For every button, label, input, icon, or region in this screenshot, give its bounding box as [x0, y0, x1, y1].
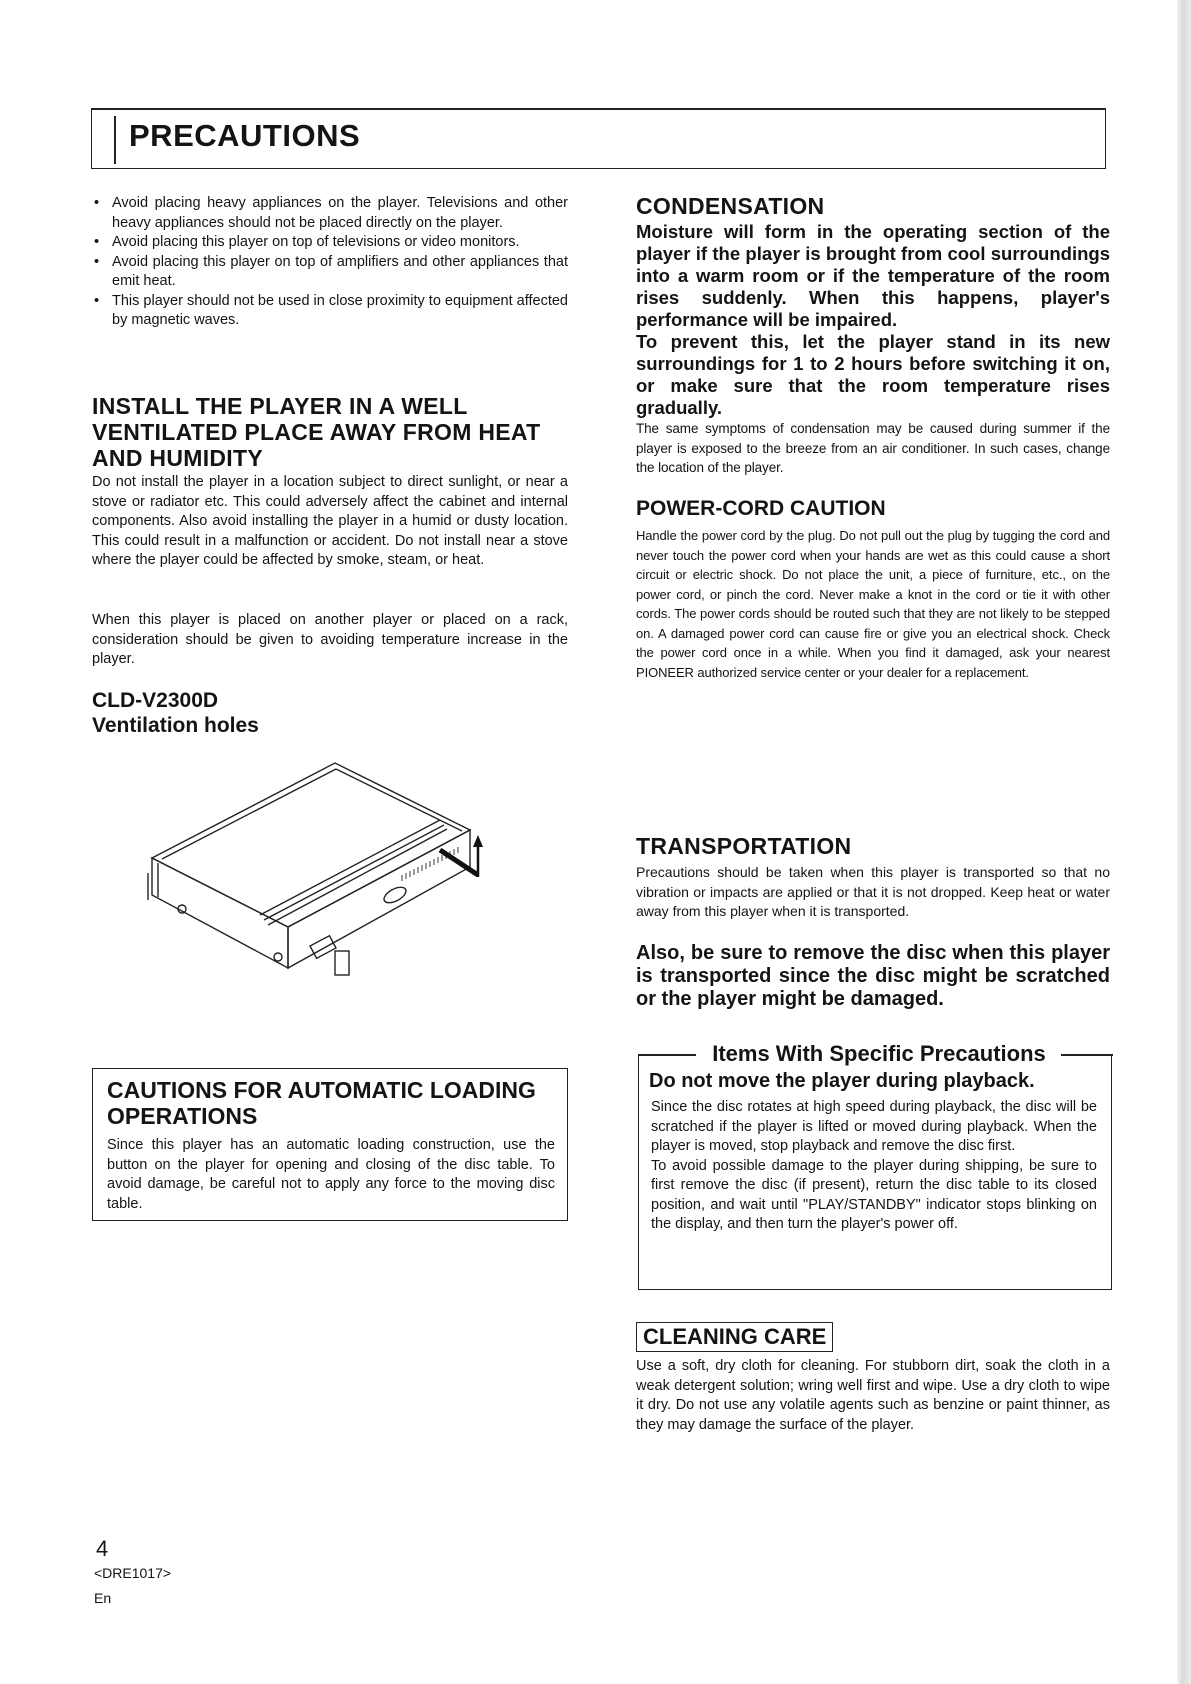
placement-bullet-list: [92, 194, 568, 331]
auto-loading-heading: CAUTIONS FOR AUTOMATIC LOADING OPERATIONS: [107, 1077, 536, 1129]
cleaning-care-heading: CLEANING CARE: [636, 1322, 833, 1352]
bullet-text: Avoid placing this player on top of televisions or video monitors.: [112, 234, 520, 250]
list-item: [92, 292, 568, 331]
specific-precautions-text-1: Since the disc rotates at high speed during playback, the disc will be scratched if the player is lifted or moved during playback. When the player is moved, stop playback and remove the disc first.: [651, 1099, 1097, 1154]
specific-precautions-box: [638, 1041, 1112, 1290]
condensation-warning: Moisture will form in the operating section of the player if the player is brought from cool surroundings into a warm room or if the temperature of the room rises suddenly. When this happens, player's performance will be impaired.: [636, 221, 1110, 330]
document-code: <DRE1017>: [94, 1565, 172, 1581]
specific-precautions-title: Items With Specific Precautions: [712, 1041, 1046, 1066]
list-item: [92, 194, 568, 233]
box-rule-left: [638, 1054, 696, 1056]
condensation-prevention: To prevent this, let the player stand in its new surroundings for 1 to 2 hours before switching it on, or make sure that the room temperature rises gradually.: [636, 331, 1110, 418]
model-name: CLD-V2300D: [92, 689, 219, 712]
specific-precautions-text-2: To avoid possible damage to the player during shipping, be sure to first remove the disc (if present), return the disc table to its closed position, and wait until "PLAY/STANDBY" indicator stops blinking on the display, and then turn the player's power off.: [651, 1157, 1097, 1232]
specific-precautions-text: [651, 1098, 1097, 1235]
bullet-icon: •: [94, 292, 100, 309]
condensation-text: The same symptoms of condensation may be caused during summer if the player is exposed to the breeze from an air conditioner. In such cases, change the location of the player.: [636, 421, 1110, 475]
player-illustration: [140, 755, 540, 1035]
bullet-text: Avoid placing heavy appliances on the player. Televisions and other heavy appliances should not be placed directly on the player.: [112, 195, 568, 231]
power-cord-text: Handle the power cord by the plug. Do not pull out the plug by tugging the cord and never touch the power cord when your hands are wet as this could cause a short circuit or electric shock. Do not place the unit, a piece of furniture, etc., on the power cord, or pinch the cord. Never make a knot in the cord or tie it with other cords. The power cords should be routed such that they are not likely to be stepped on. A damaged power cord can cause fire or give you an electrical shock. Check the power cord once in a while. When you find it damaged, ask your nearest PIONEER authorized service center or your dealer for a replacement.: [636, 528, 1110, 680]
auto-loading-box: [92, 1068, 568, 1221]
title-rule: [114, 116, 116, 164]
auto-loading-text: Since this player has an automatic loading construction, use the button on the player for opening and closing of the disc table. To avoid damage, be careful not to apply any force to the moving disc table.: [107, 1137, 555, 1212]
ventilation-caption: Ventilation holes: [92, 714, 259, 737]
bullet-icon: •: [94, 195, 100, 211]
player-front-face: [152, 858, 288, 968]
transportation-text: Precautions should be taken when this player is transported so that no vibration or impacts are applied or that it is not dropped. Keep heat or water away from this player when it is transported.: [636, 864, 1110, 919]
list-item: [92, 233, 568, 253]
install-heading: INSTALL THE PLAYER IN A WELL VENTILATED PLACE AWAY FROM HEAT AND HUMIDITY: [92, 393, 541, 471]
bullet-icon: •: [94, 234, 100, 250]
bullet-text: Avoid placing this player on top of amplifiers and other appliances that emit heat.: [112, 253, 568, 289]
box-rule-right: [1061, 1054, 1113, 1056]
page-number: 4: [96, 1536, 109, 1561]
install-paragraph-2: When this player is placed on another player or placed on a rack, consideration should be given to avoiding temperature increase in the player.: [92, 612, 568, 667]
bullet-icon: •: [94, 253, 100, 270]
title-box: [91, 108, 1106, 169]
power-cord-heading: POWER-CORD CAUTION: [636, 497, 886, 520]
scan-edge: [1177, 0, 1191, 1684]
list-item: [92, 253, 568, 292]
transportation-warning: Also, be sure to remove the disc when this player is transported since the disc might be scratched or the player might be damaged.: [636, 942, 1110, 1010]
bullet-text: This player should not be used in close proximity to equipment affected by magnetic waves.: [112, 292, 568, 328]
transportation-heading: TRANSPORTATION: [636, 833, 852, 859]
condensation-heading: CONDENSATION: [636, 193, 825, 219]
language-code: En: [94, 1590, 112, 1606]
install-paragraph-1: Do not install the player in a location subject to direct sunlight, or near a stove or radiator etc. This could adversely affect the cabinet and internal components. Also avoid installing the player in a humid or dusty location. This could result in a malfunction or accident. Do not install near a stove where the player could be affected by smoke, steam, or heat.: [92, 474, 568, 568]
cleaning-care-text: Use a soft, dry cloth for cleaning. For stubborn dirt, soak the cloth in a weak detergent solution; wring well first and wipe. Use a dry cloth to wipe it dry. Do not use any volatile agents such as benzine or paint thinner, as they may damage the surface of the player.: [636, 1358, 1110, 1433]
ventilation-arrow-icon: [440, 835, 483, 877]
page-title: PRECAUTIONS: [129, 118, 361, 153]
specific-precautions-subheading: Do not move the player during playback.: [649, 1070, 1035, 1092]
